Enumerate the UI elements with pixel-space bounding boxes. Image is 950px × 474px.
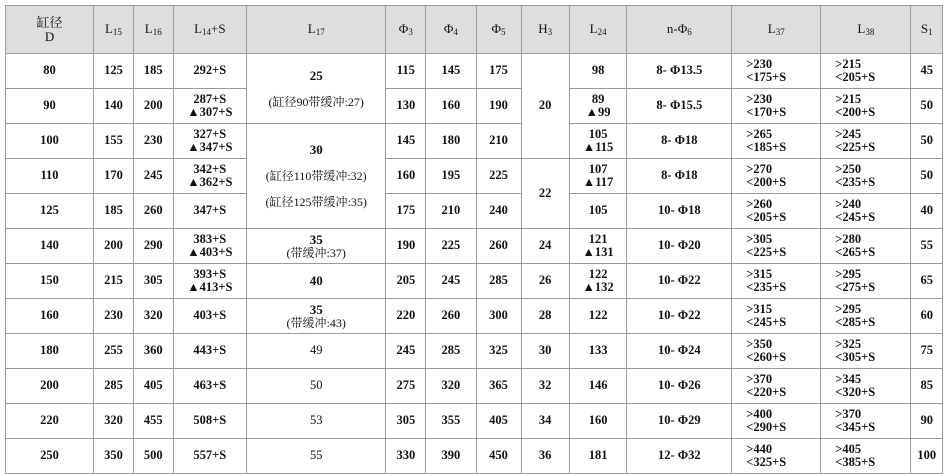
cell-s1: 65 xyxy=(911,264,943,299)
cell-l16: 305 xyxy=(133,264,173,299)
cell-s1: 50 xyxy=(911,124,943,159)
cell-h3: 28 xyxy=(521,299,569,334)
cell-l14s: 342+S ▲362+S xyxy=(173,159,246,194)
cell-l16: 405 xyxy=(133,369,173,404)
header-s1: $S_1$ xyxy=(911,6,943,54)
cell-l16: 245 xyxy=(133,159,173,194)
cell-l38: >215 <200+S xyxy=(821,89,911,124)
cell-phi3: 130 xyxy=(386,89,426,124)
cell-phi4: 145 xyxy=(426,54,476,89)
table-row xyxy=(6,54,943,89)
cell-d: 200 xyxy=(6,369,94,404)
cell-l38: >280 <265+S xyxy=(821,229,911,264)
cell-l15: 320 xyxy=(94,404,134,439)
cell-l38: >295 <275+S xyxy=(821,264,911,299)
cell-s1: 90 xyxy=(911,404,943,439)
cell-phi4: 195 xyxy=(426,159,476,194)
cylinder-dimension-table xyxy=(5,5,943,474)
cell-l17-merged: 25 (缸径90带缓冲:27) xyxy=(247,54,386,124)
cell-s1: 45 xyxy=(911,54,943,89)
cell-l16: 260 xyxy=(133,194,173,229)
cell-phi5: 300 xyxy=(476,299,521,334)
cell-l14s: 557+S xyxy=(173,439,246,474)
cell-phi3: 160 xyxy=(386,159,426,194)
header-h3: $H_3$ xyxy=(521,6,569,54)
header-bore-diameter: 缸径 D xyxy=(6,6,94,54)
cell-l15: 215 xyxy=(94,264,134,299)
cell-l14s: 292+S xyxy=(173,54,246,89)
cell-s1: 85 xyxy=(911,369,943,404)
cell-s1: 75 xyxy=(911,334,943,369)
cell-l15: 155 xyxy=(94,124,134,159)
cell-phi4: 160 xyxy=(426,89,476,124)
header-l16: $L_{16}$ xyxy=(133,6,173,54)
header-l15: $L_{15}$ xyxy=(94,6,134,54)
header-l38: $L_{38}$ xyxy=(821,6,911,54)
cell-l14s: 383+S ▲403+S xyxy=(173,229,246,264)
cell-s1: 50 xyxy=(911,159,943,194)
table-row xyxy=(6,89,943,124)
cell-phi5: 190 xyxy=(476,89,521,124)
cell-l38: >405 <385+S xyxy=(821,439,911,474)
cell-l38: >345 <320+S xyxy=(821,369,911,404)
cell-h3: 36 xyxy=(521,439,569,474)
cell-l24: 121 ▲131 xyxy=(569,229,627,264)
cell-phi4: 355 xyxy=(426,404,476,439)
cell-l16: 290 xyxy=(133,229,173,264)
header-l37: $L_{37}$ xyxy=(732,6,821,54)
cell-phi5: 285 xyxy=(476,264,521,299)
cell-l14s: 347+S xyxy=(173,194,246,229)
cell-s1: 40 xyxy=(911,194,943,229)
cell-h3-merged: 20 xyxy=(521,54,569,159)
cell-l17: 35 (带缓冲:37) xyxy=(247,229,386,264)
cell-phi5: 365 xyxy=(476,369,521,404)
cell-h3-merged: 22 xyxy=(521,159,569,229)
cell-l17: 55 xyxy=(247,439,386,474)
cell-l24: 107 ▲117 xyxy=(569,159,627,194)
cell-phi4: 260 xyxy=(426,299,476,334)
cell-l24: 122 ▲132 xyxy=(569,264,627,299)
table-row xyxy=(6,194,943,229)
cell-l16: 360 xyxy=(133,334,173,369)
cell-l15: 140 xyxy=(94,89,134,124)
cell-l17: 53 xyxy=(247,404,386,439)
cell-l37: >315 <245+S xyxy=(732,299,821,334)
cell-l17: 49 xyxy=(247,334,386,369)
cell-l16: 500 xyxy=(133,439,173,474)
cell-phi3: 330 xyxy=(386,439,426,474)
cell-h3: 30 xyxy=(521,334,569,369)
cell-phi5: 175 xyxy=(476,54,521,89)
cell-d: 90 xyxy=(6,89,94,124)
cell-l24: 89 ▲99 xyxy=(569,89,627,124)
cell-l15: 255 xyxy=(94,334,134,369)
cell-d: 140 xyxy=(6,229,94,264)
cell-l38: >295 <285+S xyxy=(821,299,911,334)
header-l17: $L_{17}$ xyxy=(247,6,386,54)
cell-phi4: 210 xyxy=(426,194,476,229)
cell-l15: 125 xyxy=(94,54,134,89)
cell-phi3: 305 xyxy=(386,404,426,439)
cell-l16: 230 xyxy=(133,124,173,159)
cell-d: 150 xyxy=(6,264,94,299)
cell-l24: 146 xyxy=(569,369,627,404)
cell-d: 250 xyxy=(6,439,94,474)
cell-n-phi6: 8- Φ13.5 xyxy=(627,54,732,89)
cell-l37: >400 <290+S xyxy=(732,404,821,439)
table-row xyxy=(6,404,943,439)
cell-phi3: 245 xyxy=(386,334,426,369)
cell-l24: 122 xyxy=(569,299,627,334)
cell-l16: 185 xyxy=(133,54,173,89)
cell-phi4: 285 xyxy=(426,334,476,369)
cell-l24: 160 xyxy=(569,404,627,439)
cell-l15: 200 xyxy=(94,229,134,264)
cell-l24: 105 xyxy=(569,194,627,229)
header-l14-plus-s: $L_{14}+S$ xyxy=(173,6,246,54)
cell-l14s: 508+S xyxy=(173,404,246,439)
cell-phi5: 240 xyxy=(476,194,521,229)
cell-s1: 100 xyxy=(911,439,943,474)
cell-l24: 133 xyxy=(569,334,627,369)
cell-h3: 32 xyxy=(521,369,569,404)
cell-d: 180 xyxy=(6,334,94,369)
table-row xyxy=(6,369,943,404)
cell-n-phi6: 10- Φ26 xyxy=(627,369,732,404)
cell-d: 220 xyxy=(6,404,94,439)
cell-phi5: 210 xyxy=(476,124,521,159)
cell-l14s: 463+S xyxy=(173,369,246,404)
header-phi3: $\Phi_3$ xyxy=(386,6,426,54)
cell-n-phi6: 8- Φ18 xyxy=(627,159,732,194)
table-row xyxy=(6,334,943,369)
cell-n-phi6: 8- Φ18 xyxy=(627,124,732,159)
cell-n-phi6: 10- Φ29 xyxy=(627,404,732,439)
cell-phi3: 145 xyxy=(386,124,426,159)
cell-l14s: 287+S ▲307+S xyxy=(173,89,246,124)
table-row xyxy=(6,264,943,299)
cell-s1: 50 xyxy=(911,89,943,124)
cell-phi3: 175 xyxy=(386,194,426,229)
cell-l14s: 327+S ▲347+S xyxy=(173,124,246,159)
cell-phi3: 115 xyxy=(386,54,426,89)
cell-l15: 230 xyxy=(94,299,134,334)
cell-l17: 35 (带缓冲:43) xyxy=(247,299,386,334)
cell-phi4: 320 xyxy=(426,369,476,404)
cell-phi5: 405 xyxy=(476,404,521,439)
cell-h3: 26 xyxy=(521,264,569,299)
cell-l37: >315 <235+S xyxy=(732,264,821,299)
table-row xyxy=(6,159,943,194)
table-row xyxy=(6,439,943,474)
table-row xyxy=(6,229,943,264)
cell-l14s: 403+S xyxy=(173,299,246,334)
cell-l14s: 393+S ▲413+S xyxy=(173,264,246,299)
cell-phi4: 245 xyxy=(426,264,476,299)
cell-l15: 350 xyxy=(94,439,134,474)
cell-d: 100 xyxy=(6,124,94,159)
cell-l38: >250 <235+S xyxy=(821,159,911,194)
cell-l16: 455 xyxy=(133,404,173,439)
cell-phi3: 205 xyxy=(386,264,426,299)
cell-l37: >305 <225+S xyxy=(732,229,821,264)
cell-phi5: 325 xyxy=(476,334,521,369)
cell-phi3: 220 xyxy=(386,299,426,334)
header-phi5: $\Phi_5$ xyxy=(476,6,521,54)
cell-phi4: 390 xyxy=(426,439,476,474)
cell-l38: >215 <205+S xyxy=(821,54,911,89)
cell-l15: 170 xyxy=(94,159,134,194)
cell-l24: 105 ▲115 xyxy=(569,124,627,159)
cell-l16: 320 xyxy=(133,299,173,334)
cell-phi4: 225 xyxy=(426,229,476,264)
cell-l16: 200 xyxy=(133,89,173,124)
cell-d: 80 xyxy=(6,54,94,89)
cell-l24: 98 xyxy=(569,54,627,89)
cell-h3: 34 xyxy=(521,404,569,439)
cell-l37: >350 <260+S xyxy=(732,334,821,369)
header-phi4: $\Phi_4$ xyxy=(426,6,476,54)
cell-l38: >240 <245+S xyxy=(821,194,911,229)
table-row xyxy=(6,124,943,159)
cell-d: 160 xyxy=(6,299,94,334)
cell-n-phi6: 10- Φ22 xyxy=(627,264,732,299)
cell-l38: >370 <345+S xyxy=(821,404,911,439)
cell-l14s: 443+S xyxy=(173,334,246,369)
cell-l15: 185 xyxy=(94,194,134,229)
cell-s1: 55 xyxy=(911,229,943,264)
cell-l24: 181 xyxy=(569,439,627,474)
cell-l17: 40 xyxy=(247,264,386,299)
cell-n-phi6: 8- Φ15.5 xyxy=(627,89,732,124)
cell-l37: >230 <170+S xyxy=(732,89,821,124)
cell-l37: >260 <205+S xyxy=(732,194,821,229)
cell-h3: 24 xyxy=(521,229,569,264)
cell-l17-merged: 30 (缸径110带缓冲:32) (缸径125带缓冲:35) xyxy=(247,124,386,229)
header-l24: $L_{24}$ xyxy=(569,6,627,54)
table-row xyxy=(6,299,943,334)
cell-l37: >270 <200+S xyxy=(732,159,821,194)
cell-phi4: 180 xyxy=(426,124,476,159)
cell-phi5: 450 xyxy=(476,439,521,474)
header-n-phi6: $n-\Phi_6$ xyxy=(627,6,732,54)
cell-s1: 60 xyxy=(911,299,943,334)
cell-n-phi6: 12- Φ32 xyxy=(627,439,732,474)
cell-d: 110 xyxy=(6,159,94,194)
cell-phi5: 260 xyxy=(476,229,521,264)
cell-n-phi6: 10- Φ22 xyxy=(627,299,732,334)
cell-l15: 285 xyxy=(94,369,134,404)
cell-l17: 50 xyxy=(247,369,386,404)
cell-l37: >370 <220+S xyxy=(732,369,821,404)
header-row xyxy=(6,6,943,54)
cell-n-phi6: 10- Φ20 xyxy=(627,229,732,264)
cell-l37: >265 <185+S xyxy=(732,124,821,159)
cell-l38: >325 <305+S xyxy=(821,334,911,369)
cell-phi5: 225 xyxy=(476,159,521,194)
cell-l38: >245 <225+S xyxy=(821,124,911,159)
cell-phi3: 275 xyxy=(386,369,426,404)
cell-l37: >230 <175+S xyxy=(732,54,821,89)
cell-n-phi6: 10- Φ24 xyxy=(627,334,732,369)
cell-phi3: 190 xyxy=(386,229,426,264)
cell-l37: >440 <325+S xyxy=(732,439,821,474)
cell-d: 125 xyxy=(6,194,94,229)
cell-n-phi6: 10- Φ18 xyxy=(627,194,732,229)
